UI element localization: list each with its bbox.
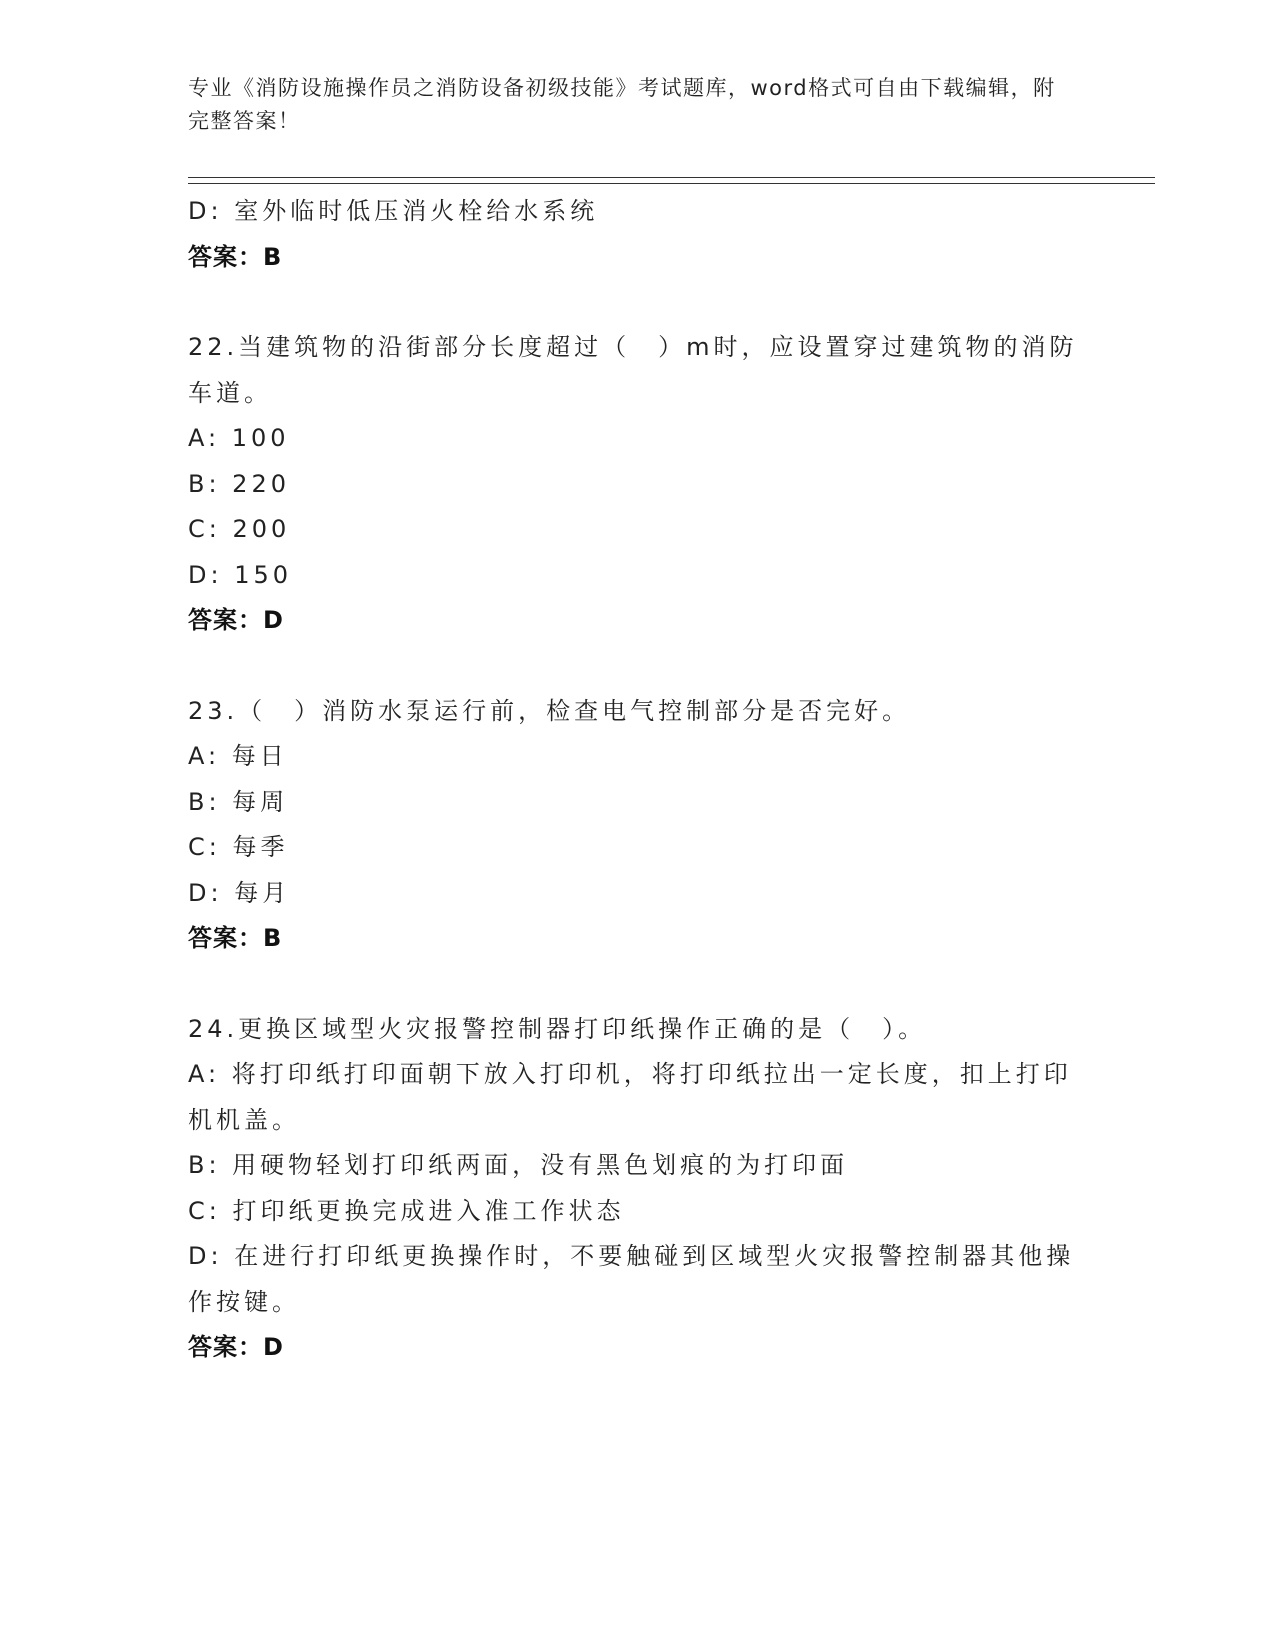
answer-label: 答案：B bbox=[188, 242, 283, 271]
header-divider-thick bbox=[188, 177, 1155, 178]
question-stem: 23.（ ）消防水泵运行前，检查电气控制部分是否完好。 bbox=[188, 696, 911, 725]
option-c: C: 每季 bbox=[188, 833, 289, 861]
question-24 bbox=[188, 1007, 1088, 1371]
question-content bbox=[188, 189, 1088, 1371]
spacer bbox=[188, 280, 1088, 325]
option-b: B: 220 bbox=[188, 469, 290, 498]
option-c: C: 打印纸更换完成进入准工作状态 bbox=[188, 1196, 625, 1225]
option-c: C: 200 bbox=[188, 515, 291, 543]
option-b: B: 用硬物轻划打印纸两面，没有黑色划痕的为打印面 bbox=[188, 1151, 849, 1179]
previous-question-tail bbox=[188, 189, 1088, 280]
option-a: A: 100 bbox=[188, 424, 290, 452]
question-stem: 22.当建筑物的沿街部分长度超过（ ）m时，应设置穿过建筑物的消防车道。 bbox=[188, 333, 1078, 407]
answer-label: 答案：D bbox=[188, 606, 284, 634]
header-divider-thin bbox=[188, 183, 1155, 184]
option-a: A: 每日 bbox=[188, 742, 288, 770]
option-d: D: 150 bbox=[188, 560, 293, 589]
spacer bbox=[188, 962, 1088, 1007]
document-header bbox=[188, 72, 1078, 138]
answer-label: 答案：B bbox=[188, 924, 283, 952]
header-text: 专业《消防设施操作员之消防设备初级技能》考试题库，word格式可自由下载编辑，附完整答案！ bbox=[188, 76, 1056, 133]
option-b: B: 每周 bbox=[188, 787, 289, 816]
question-stem: 24.更换区域型火灾报警控制器打印纸操作正确的是（ ）。 bbox=[188, 1014, 927, 1043]
answer-label: 答案：D bbox=[188, 1333, 284, 1361]
option-d: D: 室外临时低压消火栓给水系统 bbox=[188, 197, 599, 225]
option-d: D: 在进行打印纸更换操作时，不要触碰到区域型火灾报警控制器其他操作按键。 bbox=[188, 1242, 1075, 1316]
option-d: D: 每月 bbox=[188, 878, 291, 907]
option-a: A: 将打印纸打印面朝下放入打印机，将打印纸拉出一定长度，扣上打印机机盖。 bbox=[188, 1060, 1072, 1134]
spacer bbox=[188, 644, 1088, 689]
question-23 bbox=[188, 689, 1088, 962]
question-22 bbox=[188, 325, 1088, 644]
